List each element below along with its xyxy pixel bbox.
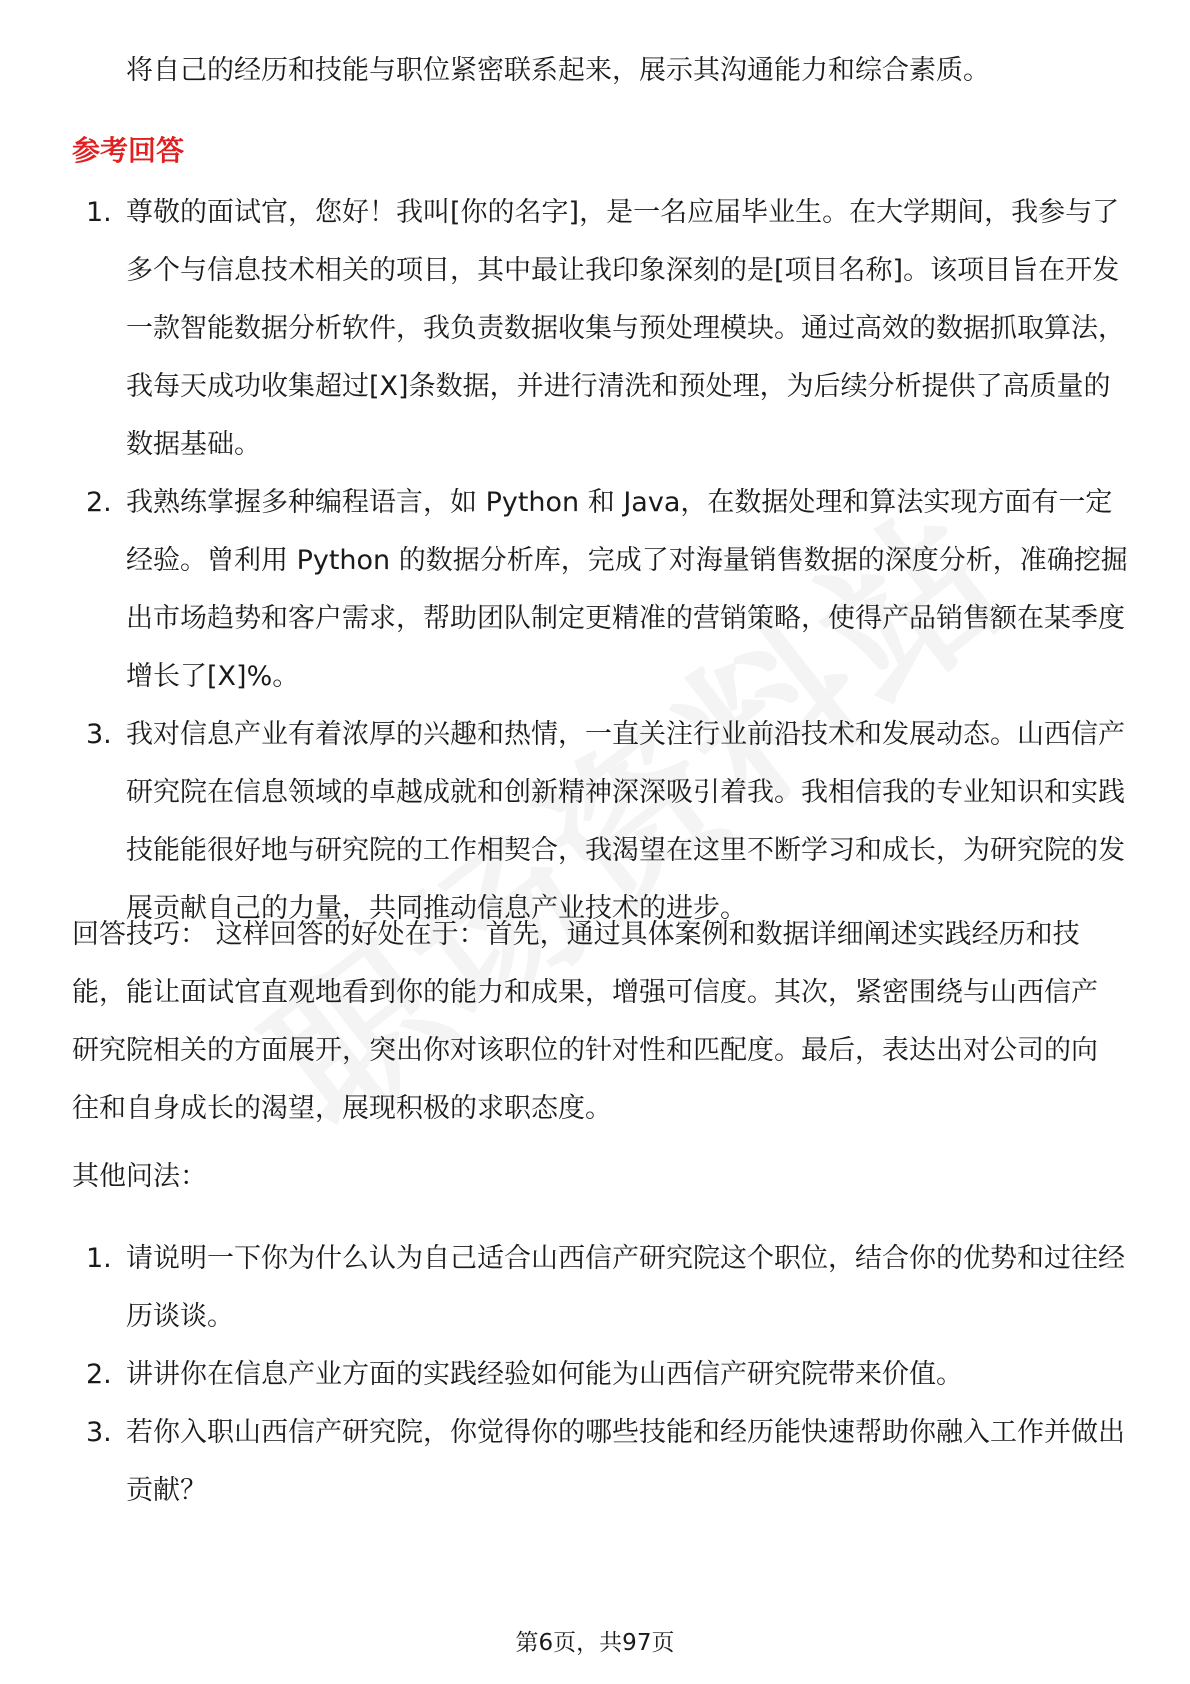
list-item-text: 我熟练掌握多种编程语言，如 Python 和 Java，在数据处理和算法实现方面有一定经验。曾利用 Python 的数据分析库，完成了对海量销售数据的深度分析，准确挖掘出市场趋势和客户需求，帮助团队制定更精准的营销策略，使得产品销售额在某季度增长了[X]%。 [126, 487, 1128, 692]
list-item-number: 2. [86, 1359, 112, 1390]
list-item-number: 2. [86, 487, 112, 518]
list-item [0, 706, 1190, 938]
list-item-number: 3. [86, 719, 112, 750]
list-item [0, 474, 1190, 706]
other-questions-heading: 其他问法： [72, 1161, 207, 1192]
list-item [0, 184, 1190, 474]
answer-list [0, 184, 1190, 938]
page-number-footer: 第6页，共97页 [515, 1630, 675, 1656]
list-item-text: 若你入职山西信产研究院，你觉得你的哪些技能和经历能快速帮助你融入工作并做出贡献？ [126, 1417, 1125, 1506]
intro-line: 将自己的经历和技能与职位紧密联系起来，展示其沟通能力和综合素质。 [126, 55, 990, 86]
list-item-number: 3. [86, 1417, 112, 1448]
other-questions-list [0, 1230, 1190, 1520]
list-item-text: 尊敬的面试官，您好！我叫[你的名字]，是一名应届毕业生。在大学期间，我参与了多个与信息技术相关的项目，其中最让我印象深刻的是[项目名称]。该项目旨在开发一款智能数据分析软件，我负责数据收集与预处理模块。通过高效的数据抓取算法，我每天成功收集超过[X]条数据，并进行清洗和预处理，为后续分析提供了高质量的数据基础。 [126, 197, 1125, 460]
list-item-text: 请说明一下你为什么认为自己适合山西信产研究院这个职位，结合你的优势和过往经历谈谈。 [126, 1243, 1125, 1332]
reference-answer-heading: 参考回答 [72, 134, 185, 167]
list-item [0, 1230, 1190, 1346]
answer-tips: 回答技巧： 这样回答的好处在于：首先，通过具体案例和数据详细阐述实践经历和技能，能让面试官直观地看到你的能力和成果，增强可信度。其次，紧密围绕与山西信产研究院相关的方面展开，突出你对该职位的针对性和匹配度。最后，表达出对公司的向往和自身成长的渴望，展现积极的求职态度。 [72, 919, 1098, 1124]
list-item [0, 1404, 1190, 1520]
list-item [0, 1346, 1190, 1404]
list-item-text: 我对信息产业有着浓厚的兴趣和热情，一直关注行业前沿技术和发展动态。山西信产研究院在信息领域的卓越成就和创新精神深深吸引着我。我相信我的专业知识和实践技能能很好地与研究院的工作相契合，我渴望在这里不断学习和成长，为研究院的发展贡献自己的力量，共同推动信息产业技术的进步。 [126, 719, 1125, 924]
list-item-number: 1. [86, 197, 112, 228]
list-item-text: 讲讲你在信息产业方面的实践经验如何能为山西信产研究院带来价值。 [126, 1359, 963, 1390]
list-item-number: 1. [86, 1243, 112, 1274]
